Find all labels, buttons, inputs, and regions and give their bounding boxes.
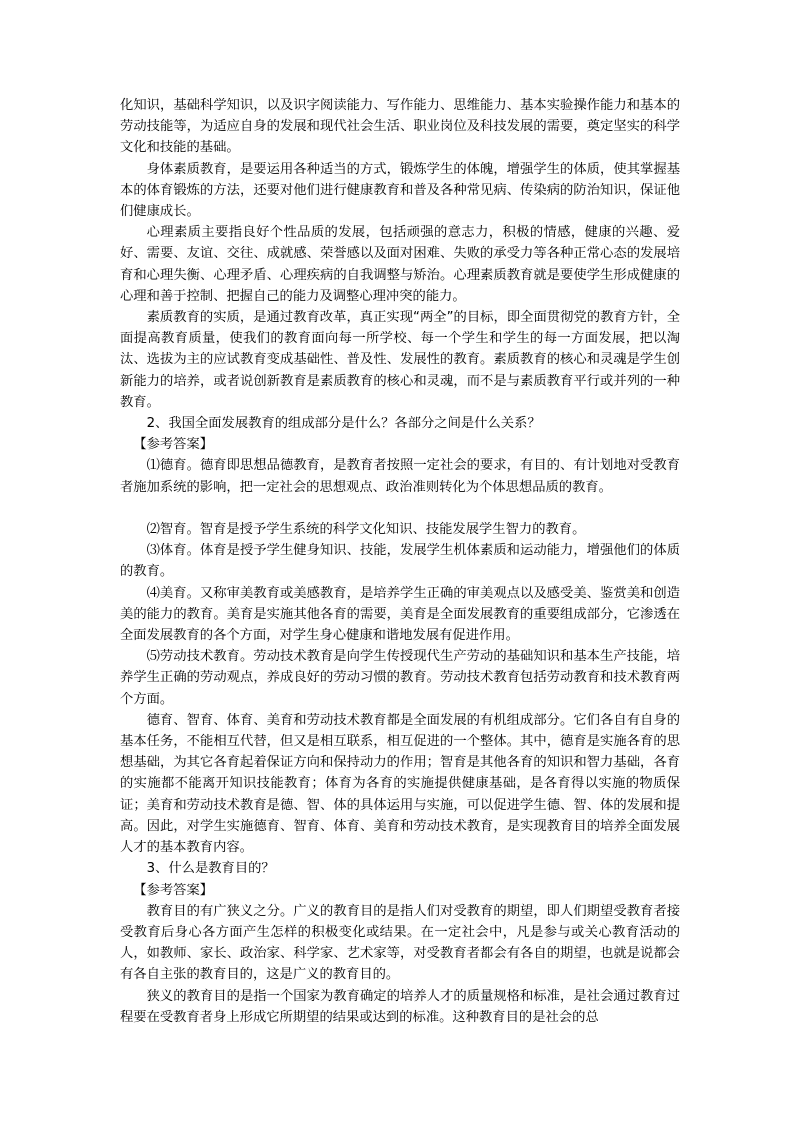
document-page <box>120 95 680 1028</box>
question-3: 3、什么是教育目的？ <box>146 861 275 877</box>
paragraph-intellectual-education: ⑵智育。智育是授予学生系统的科学文化知识、技能发展学生智力的教育。 <box>146 522 586 538</box>
paragraph-labor-technical-education: ⑸劳动技术教育。劳动技术教育是向学生传授现代生产劳动的基础知识和基本生产技能，培养学生正确的劳动观点，养成良好的劳动习惯的教育。劳动技术教育包括劳动教育和技术教育两个方面。 <box>120 649 680 707</box>
paragraph-moral-education: ⑴德育。德育即思想品德教育，是教育者按照一定社会的要求，有目的、有计划地对受教育者施加系统的影响，把一定社会的思想观点、政治准则转化为个体思想品质的教育。 <box>120 458 680 495</box>
paragraph-aesthetic-education: ⑷美育。又称审美教育或美感教育，是培养学生正确的审美观点以及感受美、鉴赏美和创造美的能力的教育。美育是实施其他各育的需要，美育是全面发展教育的重要组成部分，它渗透在全面发展教育的各个方面，对学生身心健康和谐地发展有促进作用。 <box>120 585 680 644</box>
paragraph-broad-aim: 教育目的有广狭义之分。广义的教育目的是指人们对受教育的期望，即人们期望受教育者接受教育后身心各方面产生怎样的积极变化或结果。在一定社会中，凡是参与或关心教育活动的人，如教师、家长、政治家、科学家、艺术家等，对受教育者都会有各自的期望，也就是说都会有各自主张的教育目的，这是广义的教育目的。 <box>120 903 680 983</box>
blank-line <box>120 498 680 519</box>
answer-heading-2: 【参考答案】 <box>133 437 214 453</box>
question-2: 2、我国全面发展教育的组成部分是什么？各部分之间是什么关系？ <box>146 416 541 432</box>
paragraph-psychological-quality: 心理素质主要指良好个性品质的发展，包括顽强的意志力，积极的情感，健康的兴趣、爱好、需要、友谊、交往、成就感、荣誉感以及面对困难、失败的承受力等各种正常心态的发展培育和心理失衡、心理矛盾、心理疾病的自我调整与矫治。心理素质教育就是要使学生形成健康的心理和善于控制、把握自己的能力及调整心理冲突的能力。 <box>120 225 680 304</box>
answer-heading-3: 【参考答案】 <box>133 882 214 898</box>
paragraph-quality-education-essence: 素质教育的实质，是通过教育改革，真正实现“两全”的目标，即全面贯彻党的教育方针，全面提高教育质量，使我们的教育面向每一所学校、每一个学生和学生的每一方面发展，把以淘汰、选拔为主的应试教育变成基础性、普及性、发展性的教育。素质教育的核心和灵魂是学生创新能力的培养，或者说创新教育是素质教育的核心和灵魂，而不是与素质教育平行或并列的一种教育。 <box>120 310 680 410</box>
paragraph-relationship: 德育、智育、体育、美育和劳动技术教育都是全面发展的有机组成部分。它们各自有自身的基本任务，不能相互代替，但又是相互联系，相互促进的一个整体。其中，德育是实施各育的思想基础，为其它各育起着保证方向和保持动力的作用；智育是其他各育的知识和智力基础，各育的实施都不能离开知识技能教育；体育为各育的实施提供健康基础，是各育得以实施的物质保证；美育和劳动技术教育是德、智、体的具体运用与实施，可以促进学生德、智、体的发展和提高。因此，对学生实施德育、智育、体育、美育和劳动技术教育，是实现教育目的培养全面发展人才的基本教育内容。 <box>120 712 680 856</box>
paragraph-narrow-aim: 狭义的教育目的是指一个国家为教育确定的培养人才的质量规格和标准，是社会通过教育过程要在受教育者身上形成它所期望的结果或达到的标准。这种教育目的是社会的总 <box>120 988 680 1025</box>
paragraph-physical-education: 身体素质教育，是要运用各种适当的方式，锻炼学生的体魄，增强学生的体质，使其掌握基本的体育锻炼的方法，还要对他们进行健康教育和普及各种常见病、传染病的防治知识，保证他们健康成长。 <box>120 161 680 220</box>
paragraph-intellectual-cont: 化知识，基础科学知识，以及识字阅读能力、写作能力、思维能力、基本实验操作能力和基本的劳动技能等，为适应自身的发展和现代社会生活、职业岗位及科技发展的需要，奠定坚实的科学文化和技能的基础。 <box>120 98 680 156</box>
paragraph-physical-ed: ⑶体育。体育是授予学生健身知识、技能，发展学生机体素质和运动能力，增强他们的体质的教育。 <box>120 543 680 580</box>
